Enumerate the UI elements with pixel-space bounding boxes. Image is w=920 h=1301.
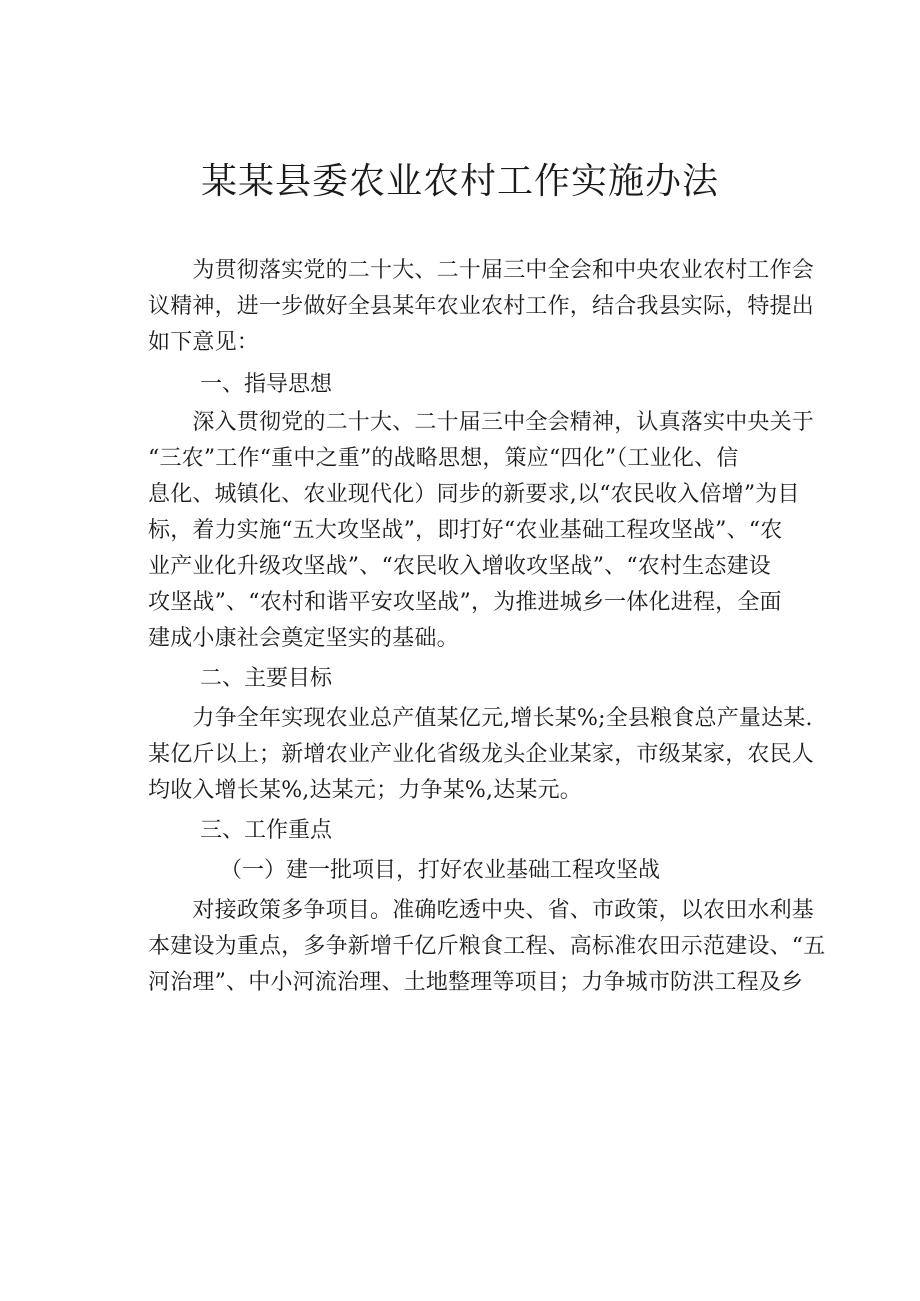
section-heading-main-goals: 二、主要目标 xyxy=(200,666,333,691)
paragraph-line: 业产业化升级攻坚战”、“农民收入增收攻坚战”、“农村生态建设 xyxy=(148,554,771,579)
section-heading-work-focus: 三、工作重点 xyxy=(200,818,333,843)
intro-line: 议精神，进一步做好全县某年农业农村工作，结合我县实际，特提出 xyxy=(148,294,815,319)
work-focus-paragraph xyxy=(148,893,826,1001)
intro-line: 为贯彻落实党的二十大、二十届三中全会和中央农业农村工作会 xyxy=(148,258,815,283)
guiding-ideology-paragraph xyxy=(148,405,815,657)
paragraph-line: 均收入增长某%,达某元；力争某%,达某元。 xyxy=(148,778,582,803)
paragraph-line: 河治理”、中小河流治理、土地整理等项目；力争城市防洪工程及乡 xyxy=(148,970,804,995)
document-body xyxy=(148,253,826,1001)
subsection-heading-projects: （一）建一批项目，打好农业基础工程攻坚战 xyxy=(220,858,661,883)
intro-paragraph xyxy=(148,253,815,361)
paragraph-line: 息化、城镇化、农业现代化）同步的新要求,以“农民收入倍增”为目 xyxy=(148,482,800,507)
paragraph-line: 力争全年实现农业总产值某亿元,增长某%;全县粮食总产量达某. xyxy=(148,706,813,731)
paragraph-line: 本建设为重点，多争新增千亿斤粮食工程、高标准农田示范建设、“五 xyxy=(148,934,826,959)
paragraph-line: “三农”工作“重中之重”的战略思想，策应“四化”（工业化、信 xyxy=(148,446,739,471)
main-goals-paragraph xyxy=(148,701,815,809)
intro-line: 如下意见： xyxy=(148,330,260,355)
section-heading-guiding-ideology: 一、指导思想 xyxy=(200,372,333,397)
paragraph-line: 某亿斤以上；新增农业产业化省级龙头企业某家，市级某家，农民人 xyxy=(148,742,815,767)
paragraph-line: 建成小康社会奠定坚实的基础。 xyxy=(148,626,459,651)
paragraph-line: 攻坚战”、“农村和谐平安攻坚战”，为推进城乡一体化进程，全面 xyxy=(148,590,782,615)
paragraph-line: 标，着力实施“五大攻坚战”，即打好“农业基础工程攻坚战”、“农 xyxy=(148,518,783,543)
paragraph-line: 深入贯彻党的二十大、二十届三中全会精神，认真落实中央关于 xyxy=(148,410,815,435)
paragraph-line: 对接政策多争项目。准确吃透中央、省、市政策，以农田水利基 xyxy=(148,898,815,923)
document-title: 某某县委农业农村工作实施办法 xyxy=(200,161,719,202)
